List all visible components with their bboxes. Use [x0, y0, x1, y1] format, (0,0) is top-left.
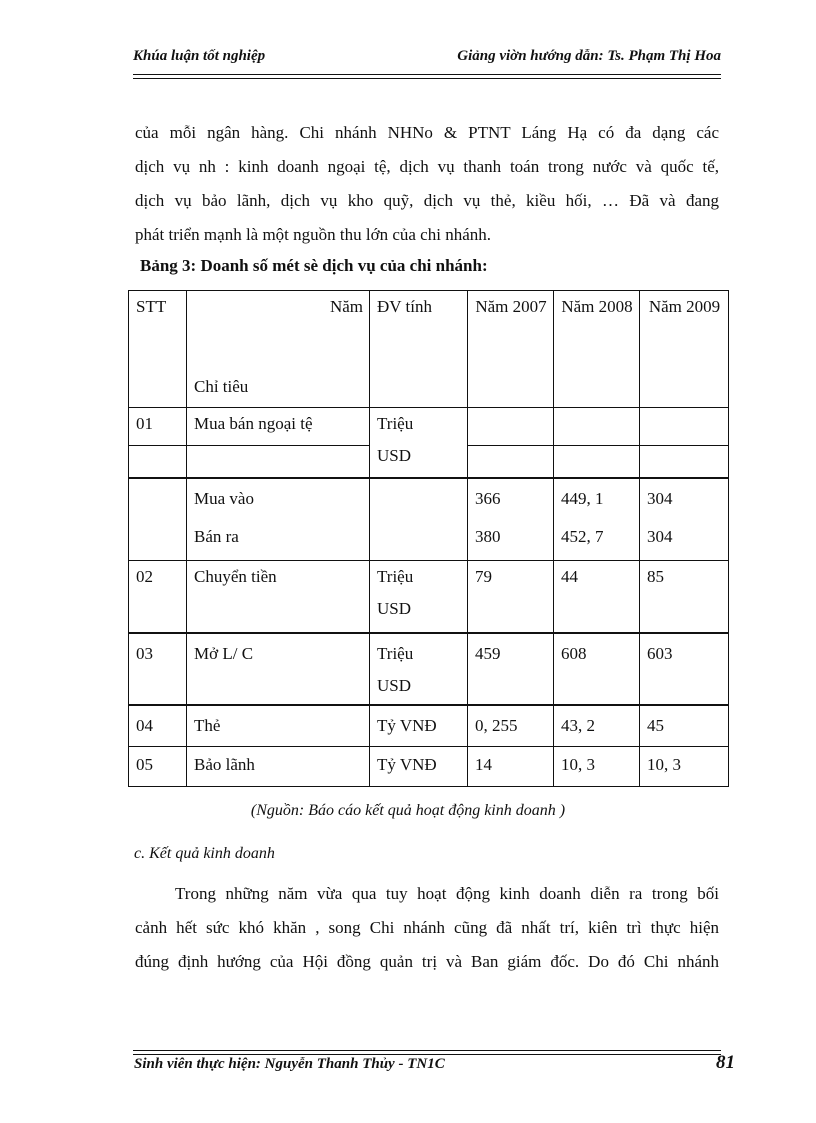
cell-value: 304: [640, 521, 729, 561]
table-source-note: (Nguồn: Báo cáo kết quả hoạt động kinh doanh ): [250, 802, 566, 819]
table-row: [129, 747, 729, 787]
intro-line: của mỗi ngân hàng. Chi nhánh NHNo & PTNT Láng Hạ có đa dạng các: [135, 123, 719, 142]
cell-stt: [129, 446, 187, 478]
page-header: [133, 48, 721, 70]
table-row: [129, 478, 729, 521]
cell-unit: [370, 521, 468, 561]
cell-unit: Tỷ VNĐ: [370, 705, 468, 747]
unit-line: USD: [377, 675, 412, 695]
results-line: cảnh hết sức khó khăn , song Chi nhánh cũng đã nhất trí, kiên trì thực hiện: [135, 918, 719, 937]
table-header-row: [129, 291, 729, 408]
cell-value: [468, 446, 554, 478]
cell-name: Mở L/ C: [187, 633, 370, 705]
cell-value: 43, 2: [554, 705, 640, 747]
intro-line: dịch vụ nh : kinh doanh ngoại tệ, dịch vụ thanh toán trong nước và quốc tế,: [135, 157, 719, 176]
cell-unit: Tỷ VNĐ: [370, 747, 468, 787]
header-year-label: Năm: [329, 297, 363, 316]
cell-value: 79: [468, 561, 554, 633]
page-number: 81: [716, 1052, 735, 1073]
cell-value: [640, 408, 729, 446]
cell-value: 10, 3: [554, 747, 640, 787]
cell-unit: [370, 561, 468, 633]
cell-value: 449, 1: [554, 478, 640, 521]
cell-name: [187, 446, 370, 478]
cell-value: 380: [468, 521, 554, 561]
cell-stt: 04: [129, 705, 187, 747]
cell-value: 459: [468, 633, 554, 705]
cell-value: 603: [640, 633, 729, 705]
cell-unit: Triệu: [370, 408, 468, 446]
cell-value: 608: [554, 633, 640, 705]
header-advisor: Giảng viờn hướng dẫn: Ts. Phạm Thị Hoa: [457, 48, 721, 64]
cell-value: 85: [640, 561, 729, 633]
section-heading: c. Kết quả kinh doanh: [134, 845, 275, 862]
results-paragraph: [135, 877, 719, 979]
cell-value: 10, 3: [640, 747, 729, 787]
table-row: [129, 521, 729, 561]
unit-line: USD: [377, 599, 412, 618]
header-year-2008: Năm 2008: [554, 291, 640, 408]
cell-stt: 03: [129, 633, 187, 705]
table-row: [129, 705, 729, 747]
services-table: [128, 290, 729, 787]
header-unit: ĐV tính: [370, 291, 468, 408]
footer-student: Sinh viên thực hiện: Nguyễn Thanh Thủy - TN1C: [134, 1056, 445, 1072]
intro-paragraph: [135, 116, 719, 252]
cell-stt: [129, 478, 187, 521]
cell-value: 366: [468, 478, 554, 521]
cell-value: 44: [554, 561, 640, 633]
cell-name: Mua bán ngoại tệ: [187, 408, 370, 446]
table-caption: Bảng 3: Doanh số mét sè dịch vụ của chi nhánh:: [140, 256, 488, 275]
header-thesis-title: Khúa luận tốt nghiệp: [133, 48, 266, 64]
results-line: đúng định hướng của Hội đồng quản trị và Ban giám đốc. Do đó Chi nhánh: [135, 952, 719, 971]
cell-value: 304: [640, 478, 729, 521]
footer-rule-thin: [133, 1054, 721, 1055]
intro-line: dịch vụ bảo lãnh, dịch vụ kho quỹ, dịch vụ thẻ, kiều hối, … Đã và đang: [135, 191, 719, 210]
table-row: [129, 633, 729, 705]
table-row: [129, 446, 729, 478]
header-criteria: [187, 291, 370, 408]
cell-value: [554, 446, 640, 478]
unit-line: Triệu: [377, 567, 414, 586]
cell-value: [640, 446, 729, 478]
cell-unit: [370, 633, 468, 705]
cell-value: 0, 255: [468, 705, 554, 747]
header-rule: [133, 74, 721, 75]
cell-value: [554, 408, 640, 446]
cell-value: 14: [468, 747, 554, 787]
cell-stt: 02: [129, 561, 187, 633]
cell-stt: [129, 521, 187, 561]
cell-name: Chuyển tiền: [187, 561, 370, 633]
header-criteria-label: Chỉ tiêu: [194, 377, 249, 396]
intro-line: phát triển mạnh là một nguồn thu lớn của chi nhánh.: [135, 225, 491, 244]
cell-stt: 05: [129, 747, 187, 787]
cell-unit: [370, 478, 468, 521]
cell-name: Bán ra: [187, 521, 370, 561]
cell-stt: 01: [129, 408, 187, 446]
table-row: [129, 408, 729, 446]
footer-rule: [133, 1050, 721, 1051]
cell-value: [468, 408, 554, 446]
cell-name: Bảo lãnh: [187, 747, 370, 787]
cell-value: 45: [640, 705, 729, 747]
results-line: Trong những năm vừa qua tuy hoạt động kinh doanh diễn ra trong bối: [175, 884, 719, 903]
header-stt: STT: [129, 291, 187, 408]
cell-name: Thẻ: [187, 705, 370, 747]
cell-name: Mua vào: [187, 478, 370, 521]
table-row: [129, 561, 729, 633]
header-year-2009: Năm 2009: [640, 291, 729, 408]
header-rule-thin: [133, 78, 721, 79]
cell-value: 452, 7: [554, 521, 640, 561]
cell-unit: USD: [370, 446, 468, 478]
header-year-2007: Năm 2007: [468, 291, 554, 408]
unit-line: Triệu: [377, 643, 414, 663]
